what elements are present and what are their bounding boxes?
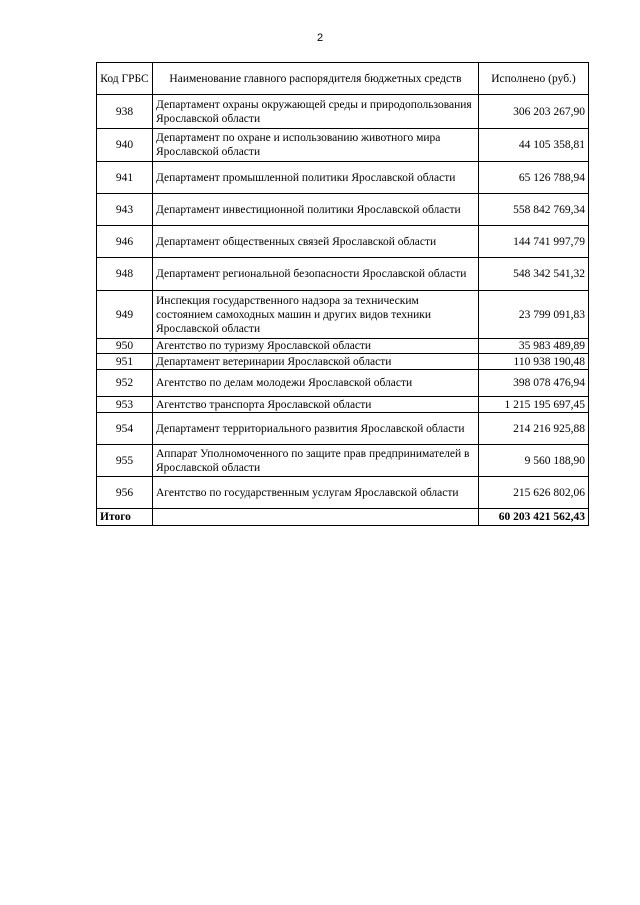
table-row (97, 258, 589, 291)
executed-amount: 1 215 195 697,45 (479, 397, 589, 413)
grbs-code: 949 (97, 291, 153, 339)
executed-amount: 214 216 925,88 (479, 413, 589, 445)
grbs-code: 946 (97, 226, 153, 258)
grbs-name: Департамент территориального развития Ярославской области (153, 413, 479, 445)
table-row (97, 95, 589, 129)
grbs-code: 938 (97, 95, 153, 129)
grbs-code: 948 (97, 258, 153, 291)
table-header-row (97, 63, 589, 95)
executed-amount: 548 342 541,32 (479, 258, 589, 291)
grbs-name: Департамент охраны окружающей среды и природопользования Ярославской области (153, 95, 479, 129)
executed-amount: 558 842 769,34 (479, 194, 589, 226)
grbs-code: 956 (97, 477, 153, 509)
grbs-name: Агентство по делам молодежи Ярославской области (153, 370, 479, 397)
executed-amount: 110 938 190,48 (479, 354, 589, 370)
grbs-name: Департамент по охране и использованию животного мира Ярославской области (153, 129, 479, 162)
header-amount: Исполнено (руб.) (479, 63, 589, 95)
grbs-code: 951 (97, 354, 153, 370)
grbs-name: Департамент общественных связей Ярославской области (153, 226, 479, 258)
table-row (97, 129, 589, 162)
table-row (97, 339, 589, 354)
grbs-name: Агентство транспорта Ярославской области (153, 397, 479, 413)
budget-execution-table (96, 62, 589, 526)
grbs-code: 943 (97, 194, 153, 226)
total-label: Итого (97, 509, 153, 526)
grbs-name: Инспекция государственного надзора за техническим состоянием самоходных машин и других видов техники Ярославской области (153, 291, 479, 339)
page-number: 2 (316, 32, 324, 44)
grbs-code: 953 (97, 397, 153, 413)
executed-amount: 23 799 091,83 (479, 291, 589, 339)
grbs-name: Агентство по туризму Ярославской области (153, 339, 479, 354)
grbs-name: Аппарат Уполномоченного по защите прав предпринимателей в Ярославской области (153, 445, 479, 477)
grbs-name: Департамент ветеринарии Ярославской области (153, 354, 479, 370)
grbs-code: 940 (97, 129, 153, 162)
executed-amount: 9 560 188,90 (479, 445, 589, 477)
table-row (97, 413, 589, 445)
table-row (97, 370, 589, 397)
table-row (97, 354, 589, 370)
table-row (97, 445, 589, 477)
total-name (153, 509, 479, 526)
grbs-name: Агентство по государственным услугам Ярославской области (153, 477, 479, 509)
executed-amount: 35 983 489,89 (479, 339, 589, 354)
executed-amount: 215 626 802,06 (479, 477, 589, 509)
table-row (97, 226, 589, 258)
grbs-code: 954 (97, 413, 153, 445)
table-row (97, 477, 589, 509)
total-amount: 60 203 421 562,43 (479, 509, 589, 526)
executed-amount: 144 741 997,79 (479, 226, 589, 258)
executed-amount: 398 078 476,94 (479, 370, 589, 397)
header-name: Наименование главного распорядителя бюджетных средств (153, 63, 479, 95)
grbs-code: 941 (97, 162, 153, 194)
grbs-code: 950 (97, 339, 153, 354)
executed-amount: 65 126 788,94 (479, 162, 589, 194)
executed-amount: 44 105 358,81 (479, 129, 589, 162)
grbs-code: 952 (97, 370, 153, 397)
grbs-name: Департамент региональной безопасности Ярославской области (153, 258, 479, 291)
total-row (97, 509, 589, 526)
table-row (97, 194, 589, 226)
table-row (97, 291, 589, 339)
header-code: Код ГРБС (97, 63, 153, 95)
executed-amount: 306 203 267,90 (479, 95, 589, 129)
grbs-name: Департамент инвестиционной политики Ярославской области (153, 194, 479, 226)
table-row (97, 162, 589, 194)
grbs-code: 955 (97, 445, 153, 477)
grbs-name: Департамент промышленной политики Ярославской области (153, 162, 479, 194)
table-row (97, 397, 589, 413)
